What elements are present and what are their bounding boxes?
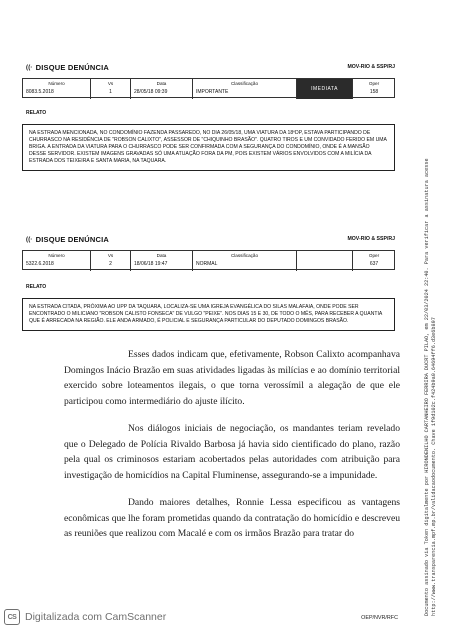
digital-signature-note: Documento assinado via Token digitalmente por HIRONDENILHO CARTANHEIRO FERRIRA DUCRT PILAO, em 22/03/2024 22:40. Para verificar a assinatura acesse http://www.transparencia.mpf.mp.br/validacaodocumento. Chave 1f9d102c.f424b9a0.64694ff6.d3e6b897 <box>424 158 437 616</box>
phone-waves-icon: ((· <box>26 236 33 243</box>
meta-data: Data 28/05/18 09:39 <box>131 79 193 99</box>
report-meta-table <box>22 250 395 270</box>
meta-numero: Número 5322.6.2018 <box>23 251 91 271</box>
camscanner-logo-icon: CS <box>4 609 20 625</box>
paragraph: Esses dados indicam que, efetivamente, Robson Calixto acompanhava Domingos Inácio Brazão em suas atividades ligadas às milícias e ao domínio territorial exercido sobre loteamentos ilegais, o que torna verossímil a alegação de que ele participou como intermediário do ajuste ilícito. <box>64 349 400 407</box>
meta-vs: Vs 2 <box>91 251 131 271</box>
camscanner-watermark <box>4 609 166 625</box>
meta-oper: Oper 158 <box>368 81 380 95</box>
disque-denuncia-logo: ((· DISQUE DENÚNCIA <box>26 235 110 244</box>
meta-classificacao: Classificação IMPORTANTE <box>193 79 297 99</box>
paragraph: Nos diálogos iniciais de negociação, os mandantes teriam revelado que o Delegado de Polícia Rivaldo Barbosa já havia sido cientificado do plano, razão pela qual os criminosos estariam acobertados pelas autoridades com atribuição para investigação de homicídios na Capital Fluminense, assegurando-se a impunidade. <box>64 423 400 481</box>
document-body <box>64 347 400 554</box>
meta-numero: Número 8083.5.2018 <box>23 79 91 99</box>
report-meta-table <box>22 78 395 98</box>
footer-code: OEP/NVR/RFC <box>361 615 398 621</box>
phone-waves-icon: ((· <box>26 64 33 71</box>
report-header <box>22 60 395 78</box>
report-header <box>22 232 395 250</box>
relato-label: RELATO <box>26 110 47 116</box>
disque-denuncia-report-2 <box>22 232 395 331</box>
meta-blank <box>297 251 353 271</box>
disque-denuncia-report-1 <box>22 60 395 171</box>
meta-data: Data 18/06/18 19:47 <box>131 251 193 271</box>
paragraph: Dando maiores detalhes, Ronnie Lessa especificou as vantagens econômicas que lhe foram prometidas quando da contratação do homicídio e descreveu as reuniões que realizou com Macalé e com os irmãos Brazão para tratar do <box>64 497 400 539</box>
relato-text: NA ESTRADA MENCIONADA, NO CONDOMÍNIO FAZENDA PASSAREDO, NO DIA 26/05/18, UMA VIATURA DA 18ºDP, ESTAVA PARTICIPANDO DE CHURRASCO NA RESIDÊNCIA DE "ROBSON CALIXTO", ASSESSOR DE "CHIQUINHO BRASÃO". QUATRO TIROS E UM CONVIDADO FERIDO EM UMA BRIGA. A ENTRADA DA VIATURA PARA O CHURRASCO PODE SER CONFIRMADA COM A SEGURANÇA DO CONDOMÍNIO, ONDE É A MANSÃO DESSE SERVIDOR. EXISTEM IMAGENS GRAVADAS SÓ UMA ATUAÇÃO FORA DA PM, POIS EXISTEM VÁRIOS ENVOLVIDOS COM A MILÍCIA DA ESTRADA DOS TEIXEIRA E SANTA MARIA, NA TAQUARA. <box>22 124 395 171</box>
urgency-badge: IMEDIATA <box>297 79 353 99</box>
meta-oper: Oper 637 <box>368 253 380 267</box>
watermark-text: Digitalizada com CamScanner <box>25 611 167 623</box>
relato-text: NA ESTRADA CITADA, PRÓXIMA AO UPP DA TAQUARA, LOCALIZA-SE UMA IGREJA EVANGÉLICA DO SILAS MALAFAIA, ONDE PODE SER ENCONTRADO O MILICIANO "ROBSON CALISTO FONSECA" DE VULGO "PEIXE". NOS DIAS 15 E 30, DE TODO O MÊS, PARA RECEBER A QUANTIA QUE É ARRECADA NA REGIÃO. ELE ANDA ARMADO, É POLICIAL E SEGURANÇA PARTICULAR DO DEPUTADO DOMINGOS BRASÃO. <box>22 298 395 331</box>
disque-denuncia-logo: ((· DISQUE DENÚNCIA <box>26 63 110 72</box>
agency-label: MOV-RIO & SSP/RJ <box>347 236 395 242</box>
meta-classificacao: Classificação NORMAL <box>193 251 297 271</box>
agency-label: MOV-RIO & SSP/RJ <box>347 64 395 70</box>
meta-vs: Vs 1 <box>91 79 131 99</box>
relato-label: RELATO <box>26 284 47 290</box>
